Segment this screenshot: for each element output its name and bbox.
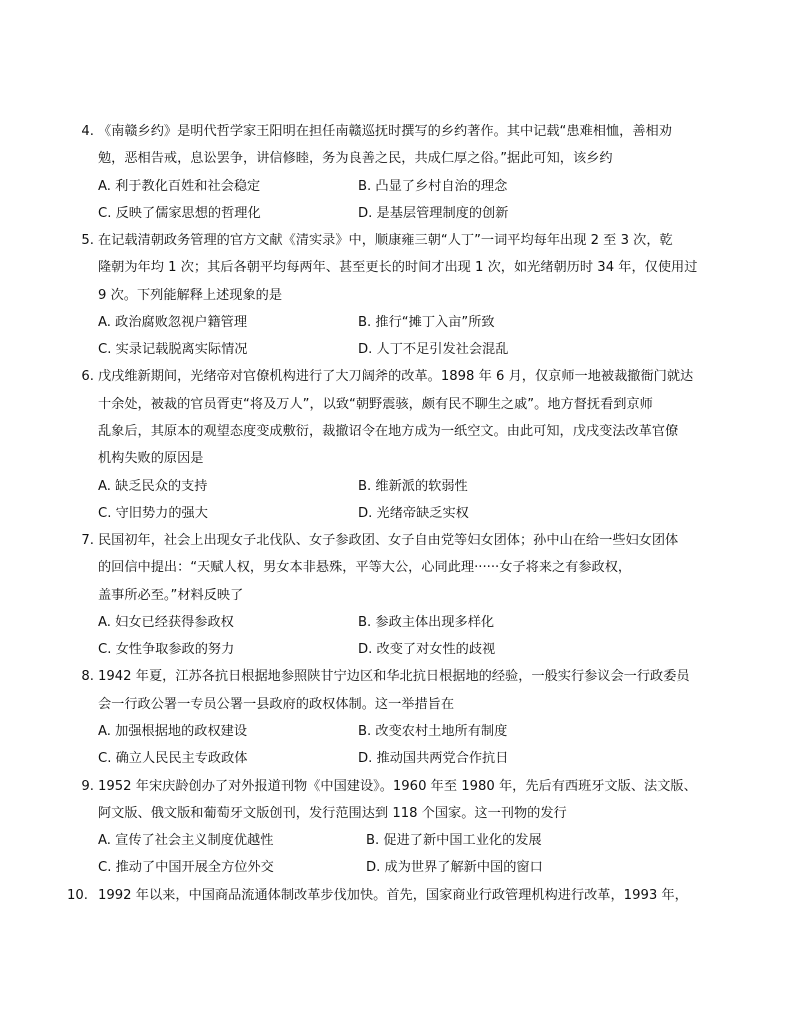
question-text-line: 《南赣乡约》是明代哲学家王阳明在担任南赣巡抚时撰写的乡约著作。其中记载“患难相恤，善相劝: [98, 124, 672, 139]
question-text-line: 机构失败的原因是: [98, 451, 204, 466]
option-b[interactable]: B. 凸显了乡村自治的理念: [358, 179, 508, 194]
option-a[interactable]: A. 宣传了社会主义制度优越性: [98, 833, 274, 848]
option-c[interactable]: C. 推动了中国开展全方位外交: [98, 860, 274, 875]
option-a[interactable]: A. 加强根据地的政权建设: [98, 724, 248, 739]
option-c[interactable]: C. 确立人民民主专政政体: [98, 751, 248, 766]
question-number: 5.: [81, 233, 94, 248]
option-b[interactable]: B. 维新派的软弱性: [358, 479, 468, 494]
question-text-line: 盖事所必至。”材料反映了: [98, 588, 244, 603]
question-text-line: 十余处，被裁的官员胥吏“将及万人”，以致“朝野震骇，颇有民不聊生之戚”。地方督抚看到京师: [98, 397, 653, 412]
option-b[interactable]: B. 促进了新中国工业化的发展: [366, 833, 542, 848]
question-text-line: 勉，恶相告戒，息讼罢争，讲信修睦，务为良善之民，共成仁厚之俗。”据此可知，该乡约: [98, 151, 613, 166]
option-c[interactable]: C. 守旧势力的强大: [98, 506, 208, 521]
option-d[interactable]: D. 推动国共两党合作抗日: [358, 751, 509, 766]
question-text-line: 9 次。下列能解释上述现象的是: [98, 288, 283, 303]
question-text-line: 的回信中提出：“天赋人权，男女本非悬殊，平等大公，心同此理······女子将来之有参政权，: [98, 560, 632, 575]
question-number: 4.: [81, 124, 94, 139]
question-text-line: 1942 年夏，江苏各抗日根据地参照陕甘宁边区和华北抗日根据地的经验，一般实行参议会一行政委员: [98, 669, 690, 684]
question-text-line: 1992 年以来，中国商品流通体制改革步伐加快。首先，国家商业行政管理机构进行改革，1993 年，: [98, 888, 688, 903]
option-d[interactable]: D. 成为世界了解新中国的窗口: [366, 860, 543, 875]
question-number: 9.: [81, 779, 94, 794]
option-a[interactable]: A. 利于教化百姓和社会稳定: [98, 179, 261, 194]
question-number: 8.: [81, 669, 94, 684]
question-text-line: 会一行政公署一专员公署一县政府的政权体制。这一举措旨在: [98, 697, 455, 712]
option-b[interactable]: B. 推行“摊丁入亩”所致: [358, 315, 495, 330]
option-d[interactable]: D. 改变了对女性的歧视: [358, 642, 496, 657]
question-text-line: 戊戌维新期间，光绪帝对官僚机构进行了大刀阔斧的改革。1898 年 6 月，仅京师一地被裁撤衙门就达: [98, 369, 694, 384]
question-text-line: 在记载清朝政务管理的官方文献《清实录》中，顺康雍三朝“人丁”一词平均每年出现 2 至 3 次，乾: [98, 233, 673, 248]
question-text-line: 乱象后，其原本的观望态度变成敷衍，裁撤诏令在地方成为一纸空文。由此可知，戊戌变法改革官僚: [98, 424, 679, 439]
option-d[interactable]: D. 是基层管理制度的创新: [358, 206, 509, 221]
option-b[interactable]: B. 改变农村土地所有制度: [358, 724, 508, 739]
question-text-line: 1952 年宋庆龄创办了对外报道刊物《中国建设》。1960 年至 1980 年，先后有西班牙文版、法文版、: [98, 779, 697, 794]
question-number: 7.: [81, 533, 94, 548]
question-text-line: 阿文版、俄文版和葡萄牙文版创刊，发行范围达到 118 个国家。这一刊物的发行: [98, 806, 567, 821]
question-text-line: 隆朝为年均 1 次；其后各朝平均每两年、甚至更长的时间才出现 1 次，如光绪朝历时 34 年，仅使用过: [98, 260, 698, 275]
option-b[interactable]: B. 参政主体出现多样化: [358, 615, 495, 630]
option-a[interactable]: A. 政治腐败忽视户籍管理: [98, 315, 248, 330]
option-d[interactable]: D. 人丁不足引发社会混乱: [358, 342, 509, 357]
option-a[interactable]: A. 妇女已经获得参政权: [98, 615, 234, 630]
question-number: 10.: [67, 888, 88, 903]
question-text-line: 民国初年，社会上出现女子北伐队、女子参政团、女子自由党等妇女团体；孙中山在给一些妇女团体: [98, 533, 679, 548]
option-c[interactable]: C. 反映了儒家思想的哲理化: [98, 206, 261, 221]
question-number: 6.: [81, 369, 94, 384]
option-c[interactable]: C. 女性争取参政的努力: [98, 642, 235, 657]
option-d[interactable]: D. 光绪帝缺乏实权: [358, 506, 469, 521]
option-a[interactable]: A. 缺乏民众的支持: [98, 479, 208, 494]
option-c[interactable]: C. 实录记载脱离实际情况: [98, 342, 248, 357]
